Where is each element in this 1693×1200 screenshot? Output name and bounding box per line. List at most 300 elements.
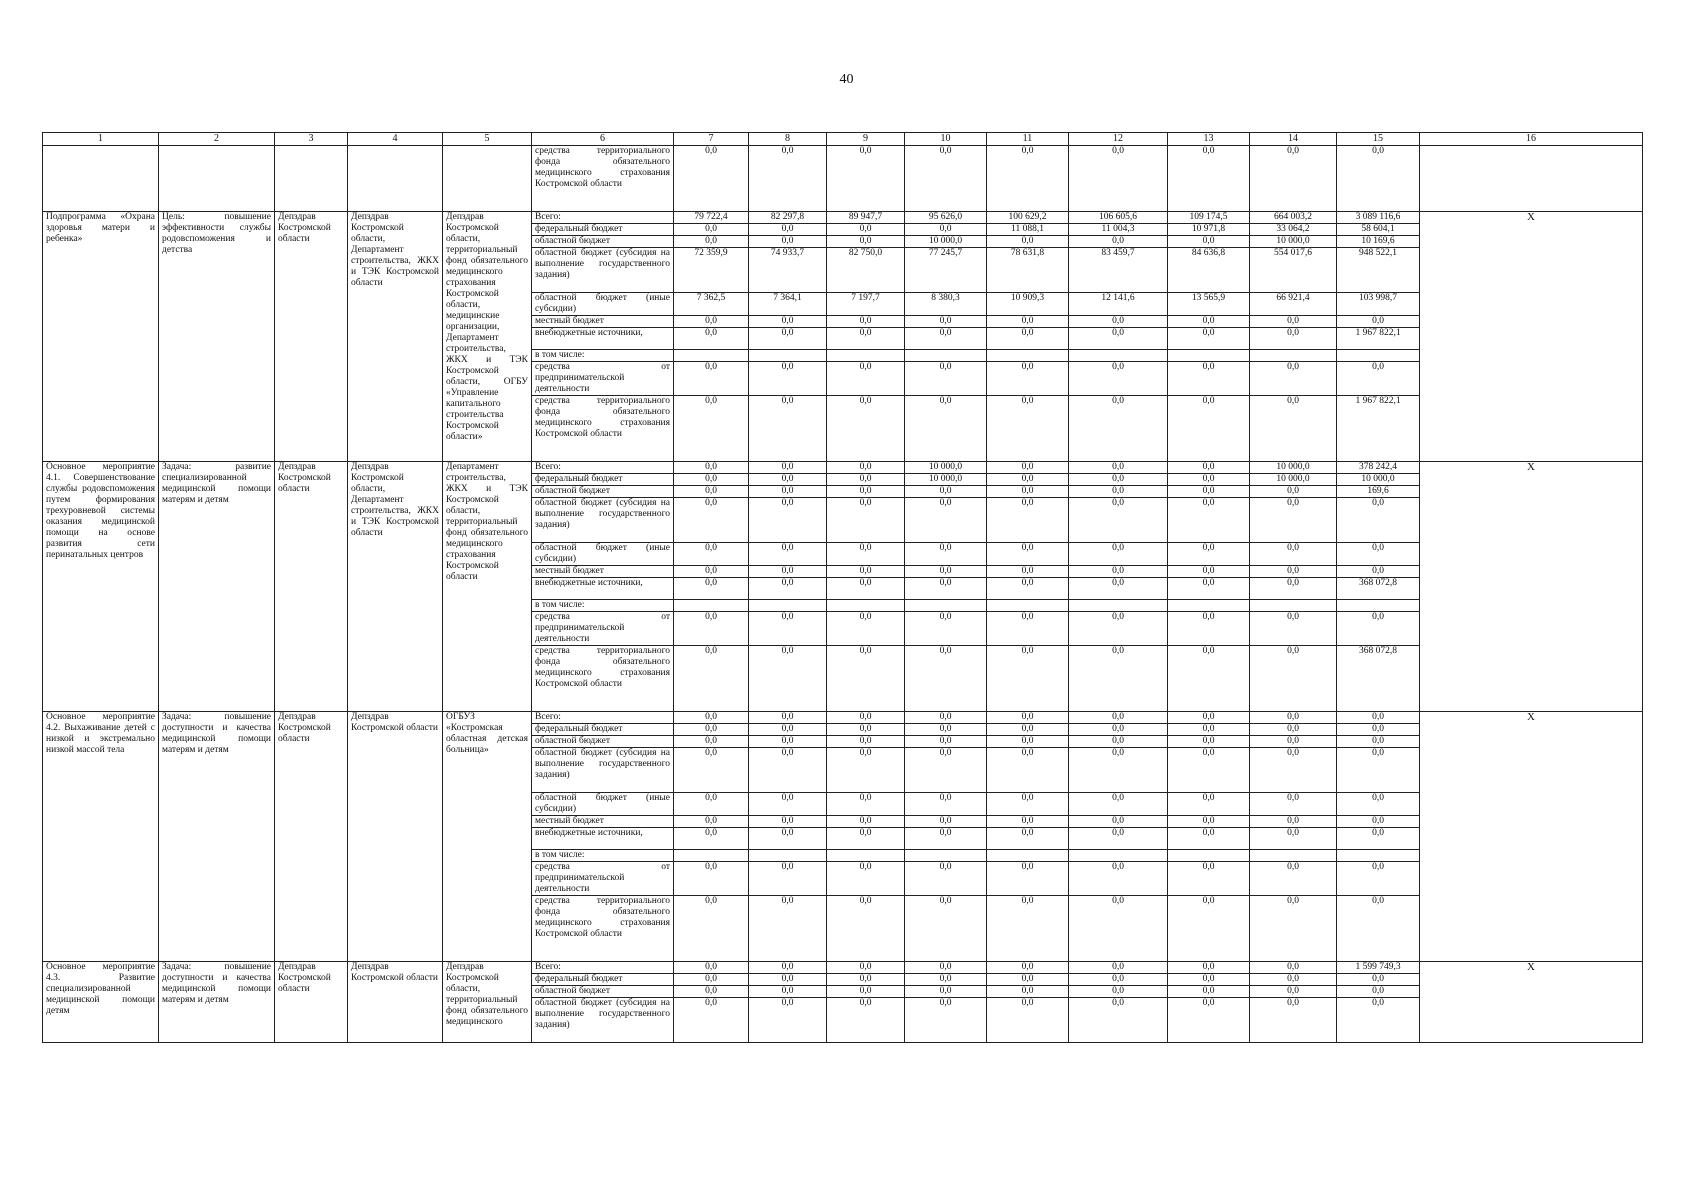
amount-cell: 0,0 [749,474,827,486]
amount-cell: 0,0 [1069,396,1168,462]
amount-cell: 0,0 [1069,962,1168,974]
amount-cell: 0,0 [1250,828,1337,850]
page-number: 40 [839,72,854,87]
amount-cell: 0,0 [674,543,749,566]
amount-cell: 0,0 [827,612,905,646]
amount-cell: 0,0 [827,712,905,724]
amount-cell: 0,0 [1250,974,1337,986]
amount-cell: 0,0 [674,362,749,396]
amount-cell: 0,0 [1069,612,1168,646]
amount-cell [1168,600,1250,612]
amount-cell: 0,0 [749,998,827,1043]
amount-cell: 0,0 [749,224,827,236]
amount-cell: 0,0 [674,474,749,486]
amount-cell: 0,0 [905,896,987,962]
funding-source: в том числе: [532,350,674,362]
amount-cell: 0,0 [905,736,987,748]
amount-cell: 0,0 [674,578,749,600]
program-goal: Задача: повышение доступности и качества медицинской помощи матерям и детям [159,712,275,962]
amount-cell: 0,0 [1337,498,1420,543]
amount-cell: 0,0 [987,974,1069,986]
amount-cell: 0,0 [827,362,905,396]
funding-source: местный бюджет [532,816,674,828]
amount-cell: 0,0 [827,316,905,328]
amount-cell: 0,0 [987,612,1069,646]
amount-cell: 0,0 [1250,612,1337,646]
column-number: 3 [275,133,348,146]
column-number: 10 [905,133,987,146]
amount-cell: 0,0 [749,862,827,896]
amount-cell: 0,0 [987,543,1069,566]
funding-source: областной бюджет (иные субсидии) [532,293,674,316]
amount-cell: 0,0 [987,986,1069,998]
amount-cell: 0,0 [1069,816,1168,828]
amount-cell: 0,0 [987,362,1069,396]
amount-cell [749,350,827,362]
participants: Депздрав Костромской области, территориальный фонд обязательного медицинского страхования Костромской области, медицинские организации, Департамент строительства, ЖКХ и ТЭК Костромской области, ОГБУ «Управление капитального строительства Костромской области» [443,212,532,462]
amount-cell: 0,0 [1168,828,1250,850]
amount-cell: 0,0 [827,962,905,974]
amount-cell: 0,0 [674,646,749,712]
empty-cell [443,146,532,212]
amount-cell: 0,0 [1250,146,1337,212]
amount-cell: 0,0 [1069,828,1168,850]
amount-cell: 0,0 [674,793,749,816]
program-goal: Задача: развитие специализированной медицинской помощи матерям и детям [159,462,275,712]
amount-cell: 1 967 822,1 [1337,396,1420,462]
program-name: Подпрограмма «Охрана здоровья матери и ребенка» [43,212,159,462]
amount-cell: 0,0 [1250,793,1337,816]
amount-cell: 0,0 [1337,986,1420,998]
amount-cell: 12 141,6 [1069,293,1168,316]
amount-cell: 66 921,4 [1250,293,1337,316]
amount-cell: 0,0 [987,566,1069,578]
amount-cell: 0,0 [1069,646,1168,712]
amount-cell: 0,0 [1168,736,1250,748]
funding-source: внебюджетные источники, [532,578,674,600]
amount-cell: 0,0 [1168,962,1250,974]
program-name: Основное мероприятие 4.1. Совершенствование службы родовспоможения путем формирования трехуровневой системы оказания медицинской помощи на основе развития сети перинатальных центров [43,462,159,712]
amount-cell: 0,0 [987,862,1069,896]
amount-cell: 0,0 [905,974,987,986]
amount-cell: 0,0 [674,748,749,793]
amount-cell: 0,0 [1069,862,1168,896]
mark-cell: X [1420,712,1643,962]
responsible-executor: Депздрав Костромской области [275,212,348,462]
amount-cell: 0,0 [1069,236,1168,248]
amount-cell: 0,0 [1337,828,1420,850]
empty-cell [275,146,348,212]
amount-cell: 84 636,8 [1168,248,1250,293]
funding-source: внебюджетные источники, [532,328,674,350]
amount-cell: 0,0 [905,962,987,974]
amount-cell: 0,0 [905,998,987,1043]
funding-source: федеральный бюджет [532,224,674,236]
amount-cell: 0,0 [674,986,749,998]
program-name: Основное мероприятие 4.2. Выхаживание детей с низкой и экстремально низкой массой тела [43,712,159,962]
amount-cell: 0,0 [1168,146,1250,212]
amount-cell: 0,0 [674,612,749,646]
amount-cell: 0,0 [1337,816,1420,828]
amount-cell [1250,850,1337,862]
amount-cell: 0,0 [827,896,905,962]
amount-cell: 0,0 [1168,816,1250,828]
amount-cell: 0,0 [1069,998,1168,1043]
amount-cell: 7 364,1 [749,293,827,316]
amount-cell: 58 604,1 [1337,224,1420,236]
program-name: Основное мероприятие 4.3. Развитие специализированной медицинской помощи детям [43,962,159,1043]
responsible-executor: Депздрав Костромской области [275,712,348,962]
amount-cell: 0,0 [1250,896,1337,962]
amount-cell: 33 064,2 [1250,224,1337,236]
amount-cell: 0,0 [1168,998,1250,1043]
amount-cell: 0,0 [674,962,749,974]
amount-cell: 0,0 [1250,998,1337,1043]
amount-cell: 0,0 [827,146,905,212]
amount-cell: 0,0 [905,793,987,816]
amount-cell: 0,0 [1337,748,1420,793]
amount-cell [1337,350,1420,362]
amount-cell: 0,0 [1069,486,1168,498]
amount-cell: 0,0 [827,816,905,828]
amount-cell: 0,0 [674,896,749,962]
amount-cell [674,850,749,862]
amount-cell [1250,600,1337,612]
amount-cell [1069,600,1168,612]
amount-cell: 0,0 [1250,748,1337,793]
amount-cell: 0,0 [749,462,827,474]
amount-cell: 0,0 [1337,612,1420,646]
amount-cell: 0,0 [827,543,905,566]
amount-cell: 0,0 [1337,146,1420,212]
amount-cell: 0,0 [827,998,905,1043]
funding-source: областной бюджет (субсидия на выполнение государственного задания) [532,748,674,793]
amount-cell [827,600,905,612]
column-number: 7 [674,133,749,146]
amount-cell: 0,0 [1337,543,1420,566]
amount-cell: 0,0 [987,236,1069,248]
amount-cell: 0,0 [1168,974,1250,986]
funding-source: областной бюджет [532,486,674,498]
amount-cell: 0,0 [674,462,749,474]
amount-cell: 10 169,6 [1337,236,1420,248]
amount-cell: 0,0 [1337,712,1420,724]
amount-cell: 0,0 [905,828,987,850]
amount-cell [674,600,749,612]
amount-cell [1168,350,1250,362]
column-number: 12 [1069,133,1168,146]
amount-cell: 8 380,3 [905,293,987,316]
amount-cell: 0,0 [1069,462,1168,474]
funding-source: местный бюджет [532,566,674,578]
mark-cell: X [1420,962,1643,1043]
amount-cell: 0,0 [827,224,905,236]
amount-cell: 0,0 [827,486,905,498]
amount-cell: 0,0 [987,578,1069,600]
amount-cell: 0,0 [1069,328,1168,350]
amount-cell: 0,0 [1069,362,1168,396]
amount-cell [827,850,905,862]
amount-cell: 0,0 [905,646,987,712]
participants: Департамент строительства, ЖКХ и ТЭК Костромской области, территориальный фонд обязательного медицинского страхования Костромской области [443,462,532,712]
amount-cell: 77 245,7 [905,248,987,293]
amount-cell: 74 933,7 [749,248,827,293]
amount-cell: 0,0 [749,236,827,248]
amount-cell: 0,0 [1168,396,1250,462]
amount-cell: 0,0 [674,224,749,236]
amount-cell: 0,0 [827,566,905,578]
amount-cell: 0,0 [674,816,749,828]
amount-cell [749,600,827,612]
mark-cell: X [1420,462,1643,712]
amount-cell: 0,0 [1168,862,1250,896]
empty-cell [348,146,443,212]
amount-cell: 0,0 [674,998,749,1043]
funding-source: областной бюджет (иные субсидии) [532,793,674,816]
amount-cell: 0,0 [749,748,827,793]
amount-cell: 0,0 [1337,316,1420,328]
amount-cell: 106 605,6 [1069,212,1168,224]
amount-cell: 0,0 [1168,362,1250,396]
amount-cell: 0,0 [674,498,749,543]
amount-cell: 0,0 [987,712,1069,724]
amount-cell: 0,0 [1250,498,1337,543]
amount-cell: 0,0 [1168,612,1250,646]
amount-cell: 0,0 [674,736,749,748]
amount-cell: 0,0 [905,862,987,896]
amount-cell: 0,0 [749,962,827,974]
co-executors: Депздрав Костромской области [348,712,443,962]
amount-cell: 0,0 [1069,736,1168,748]
funding-source: внебюджетные источники, [532,828,674,850]
funding-source: областной бюджет [532,986,674,998]
program-goal: Задача: повышение доступности и качества медицинской помощи матерям и детям [159,962,275,1043]
amount-cell: 0,0 [1069,748,1168,793]
amount-cell: 0,0 [1337,736,1420,748]
program-goal: Цель: повышение эффективности службы родовспоможения и детства [159,212,275,462]
amount-cell: 0,0 [1168,316,1250,328]
funding-source: местный бюджет [532,316,674,328]
amount-cell: 95 626,0 [905,212,987,224]
column-number: 14 [1250,133,1337,146]
table-row [43,462,1643,474]
amount-cell: 0,0 [905,328,987,350]
amount-cell: 0,0 [827,748,905,793]
amount-cell [1337,600,1420,612]
amount-cell: 0,0 [1250,396,1337,462]
co-executors: Депздрав Костромской области, Департамент строительства, ЖКХ и ТЭК Костромской области [348,212,443,462]
amount-cell: 0,0 [987,146,1069,212]
amount-cell: 0,0 [905,712,987,724]
column-number: 6 [532,133,674,146]
amount-cell: 1 599 749,3 [1337,962,1420,974]
amount-cell: 0,0 [1337,862,1420,896]
table-body [43,146,1643,1043]
column-number: 15 [1337,133,1420,146]
amount-cell: 0,0 [674,566,749,578]
amount-cell: 0,0 [749,543,827,566]
amount-cell [987,350,1069,362]
amount-cell: 0,0 [827,646,905,712]
amount-cell: 0,0 [827,396,905,462]
amount-cell: 0,0 [1250,486,1337,498]
amount-cell: 0,0 [674,328,749,350]
participants: Депздрав Костромской области, территориальный фонд обязательного медицинского [443,962,532,1043]
amount-cell: 83 459,7 [1069,248,1168,293]
amount-cell: 378 242,4 [1337,462,1420,474]
amount-cell: 0,0 [674,396,749,462]
amount-cell: 0,0 [987,748,1069,793]
amount-cell: 0,0 [1337,896,1420,962]
amount-cell: 0,0 [827,736,905,748]
amount-cell: 0,0 [749,316,827,328]
amount-cell: 0,0 [1069,724,1168,736]
amount-cell: 0,0 [905,986,987,998]
amount-cell [905,850,987,862]
table-row [43,962,1643,974]
amount-cell: 169,6 [1337,486,1420,498]
amount-cell: 0,0 [1168,543,1250,566]
amount-cell: 0,0 [749,736,827,748]
amount-cell: 0,0 [827,474,905,486]
amount-cell: 0,0 [1069,974,1168,986]
amount-cell: 0,0 [1250,816,1337,828]
amount-cell: 0,0 [749,986,827,998]
amount-cell: 0,0 [905,146,987,212]
amount-cell: 948 522,1 [1337,248,1420,293]
amount-cell: 10 971,8 [1168,224,1250,236]
funding-source: средства территориального фонда обязательного медицинского страхования Костромской области [532,896,674,962]
funding-source: областной бюджет (субсидия на выполнение государственного задания) [532,498,674,543]
amount-cell: 109 174,5 [1168,212,1250,224]
amount-cell: 3 089 116,6 [1337,212,1420,224]
funding-source: областной бюджет [532,236,674,248]
funding-source: федеральный бюджет [532,974,674,986]
amount-cell: 0,0 [905,816,987,828]
amount-cell: 0,0 [1250,578,1337,600]
amount-cell: 0,0 [1069,316,1168,328]
funding-source: средства территориального фонда обязательного медицинского страхования Костромской области [532,146,674,212]
column-number: 4 [348,133,443,146]
amount-cell: 0,0 [1069,498,1168,543]
amount-cell: 0,0 [1168,896,1250,962]
amount-cell: 0,0 [749,498,827,543]
amount-cell [1069,850,1168,862]
amount-cell: 0,0 [1337,566,1420,578]
amount-cell: 0,0 [1069,474,1168,486]
amount-cell: 0,0 [1069,578,1168,600]
amount-cell: 0,0 [1168,712,1250,724]
amount-cell: 10 000,0 [1250,474,1337,486]
funding-source: Всего: [532,962,674,974]
column-number: 1 [43,133,159,146]
amount-cell: 0,0 [1069,986,1168,998]
amount-cell: 0,0 [674,236,749,248]
amount-cell: 0,0 [1168,986,1250,998]
responsible-executor: Депздрав Костромской области [275,462,348,712]
amount-cell: 0,0 [987,328,1069,350]
amount-cell: 0,0 [674,862,749,896]
amount-cell: 0,0 [827,862,905,896]
amount-cell: 0,0 [1250,543,1337,566]
funding-source: средства территориального фонда обязательного медицинского страхования Костромской области [532,396,674,462]
amount-cell: 0,0 [905,498,987,543]
amount-cell [1250,350,1337,362]
amount-cell: 0,0 [827,578,905,600]
table-row [43,212,1643,224]
amount-cell: 0,0 [1168,578,1250,600]
amount-cell: 0,0 [1168,462,1250,474]
amount-cell: 0,0 [905,486,987,498]
amount-cell [1337,850,1420,862]
funding-source: средства от предпринимательской деятельности [532,862,674,896]
amount-cell: 0,0 [1250,566,1337,578]
amount-cell: 0,0 [749,724,827,736]
amount-cell: 0,0 [987,793,1069,816]
amount-cell: 0,0 [1250,724,1337,736]
amount-cell: 0,0 [905,566,987,578]
amount-cell: 0,0 [1250,646,1337,712]
amount-cell: 10 000,0 [1250,236,1337,248]
amount-cell: 0,0 [827,236,905,248]
amount-cell [1069,350,1168,362]
amount-cell: 0,0 [1337,998,1420,1043]
funding-source: областной бюджет [532,736,674,748]
amount-cell: 11 004,3 [1069,224,1168,236]
amount-cell: 0,0 [674,316,749,328]
column-number-row [43,133,1643,146]
amount-cell: 0,0 [827,986,905,998]
amount-cell: 0,0 [1337,724,1420,736]
amount-cell: 0,0 [827,328,905,350]
amount-cell: 82 297,8 [749,212,827,224]
amount-cell: 0,0 [674,146,749,212]
amount-cell: 0,0 [1168,474,1250,486]
amount-cell: 0,0 [987,896,1069,962]
amount-cell: 89 947,7 [827,212,905,224]
amount-cell: 0,0 [1168,566,1250,578]
amount-cell: 10 000,0 [905,474,987,486]
amount-cell: 0,0 [749,896,827,962]
amount-cell: 0,0 [749,828,827,850]
amount-cell: 0,0 [1069,543,1168,566]
amount-cell: 0,0 [987,646,1069,712]
amount-cell [827,350,905,362]
amount-cell: 0,0 [1250,962,1337,974]
table-row [43,146,1643,212]
budget-table [42,132,1643,1043]
amount-cell: 0,0 [749,578,827,600]
amount-cell: 0,0 [987,486,1069,498]
empty-cell [159,146,275,212]
amount-cell: 0,0 [987,316,1069,328]
co-executors: Депздрав Костромской области [348,962,443,1043]
amount-cell: 1 967 822,1 [1337,328,1420,350]
amount-cell: 0,0 [749,328,827,350]
amount-cell: 0,0 [1250,986,1337,998]
amount-cell: 0,0 [1168,793,1250,816]
amount-cell: 0,0 [827,724,905,736]
empty-cell [1420,146,1643,212]
column-number: 9 [827,133,905,146]
funding-source: средства от предпринимательской деятельности [532,362,674,396]
amount-cell: 0,0 [905,724,987,736]
amount-cell: 103 998,7 [1337,293,1420,316]
funding-source: областной бюджет (субсидия на выполнение государственного задания) [532,248,674,293]
amount-cell: 10 000,0 [905,462,987,474]
amount-cell: 0,0 [1069,793,1168,816]
amount-cell: 10 000,0 [1250,462,1337,474]
